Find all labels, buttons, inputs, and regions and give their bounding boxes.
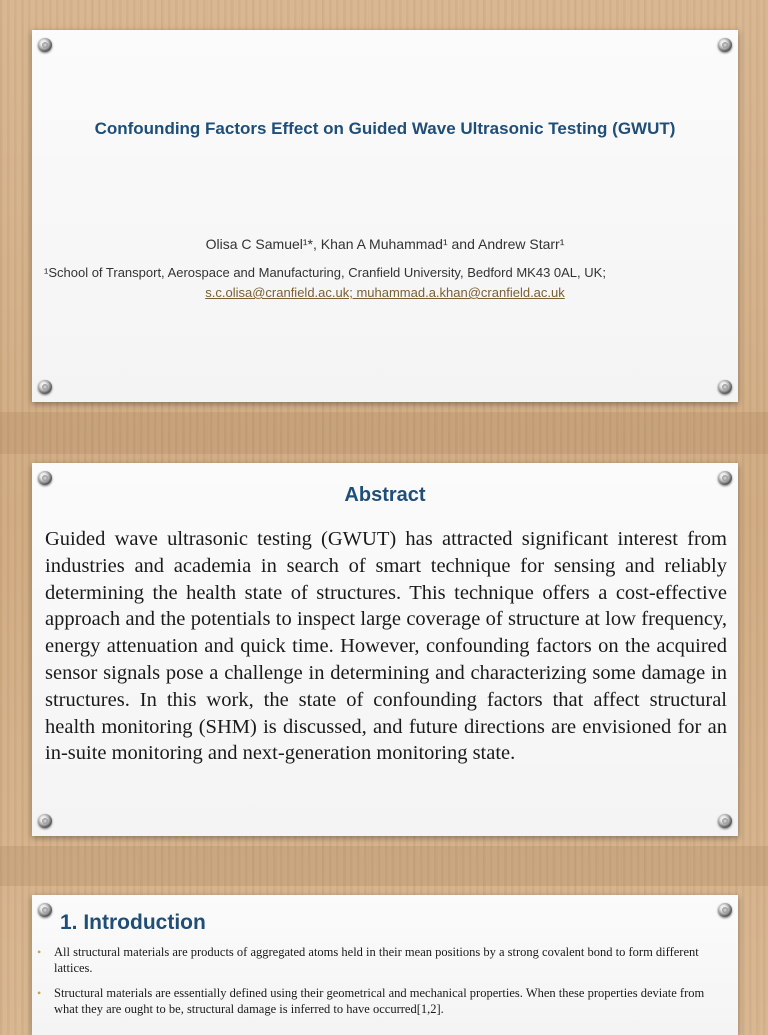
bullet-text: All structural materials are products of aggregated atoms held in their mean positions by a strong covalent bond to form different lattices. xyxy=(54,945,699,975)
pushpin-icon xyxy=(718,814,732,828)
email-links[interactable]: s.c.olisa@cranfield.ac.uk; muhammad.a.khan@cranfield.ac.uk xyxy=(205,285,565,300)
pushpin-icon xyxy=(38,471,52,485)
introduction-slide xyxy=(32,895,738,1035)
pushpin-icon xyxy=(38,380,52,394)
bullet-icon: • xyxy=(37,986,42,1000)
affiliation: ¹School of Transport, Aerospace and Manufacturing, Cranfield University, Bedford MK43 0AL, UK; xyxy=(44,265,606,280)
author-list: Olisa C Samuel¹*, Khan A Muhammad¹ and Andrew Starr¹ xyxy=(205,236,565,252)
pushpin-icon xyxy=(718,380,732,394)
abstract-heading: Abstract xyxy=(344,484,426,506)
bullet-text: Structural materials are essentially defined using their geometrical and mechanical properties. When these properties deviate from what they are ought to be, structural damage is inferred to have occurred[1,2]. xyxy=(54,986,705,1016)
pushpin-icon xyxy=(718,903,732,917)
pushpin-icon xyxy=(718,471,732,485)
wood-gap xyxy=(0,412,768,454)
pushpin-icon xyxy=(38,38,52,52)
pushpin-icon xyxy=(38,903,52,917)
pushpin-icon xyxy=(718,38,732,52)
list-item xyxy=(32,985,728,1017)
wood-gap xyxy=(0,846,768,886)
abstract-slide xyxy=(32,463,738,836)
abstract-text: Guided wave ultrasonic testing (GWUT) has attracted significant interest from industries and academia in search of smart technique for sensing and reliably determining the health state of structures. This technique offers a cost-effective approach and the potentials to inspect large coverage of structure at low frequency, energy attenuation and quick time. However, confounding factors on the acquired sensor signals pose a challenge in determining and characterizing some damage in structures. In this work, the state of confounding factors that affect structural health monitoring (SHM) is discussed, and future directions are envisioned for an in-suite monitoring and next-generation monitoring state. xyxy=(45,528,727,765)
pushpin-icon xyxy=(38,814,52,828)
paper-title: Confounding Factors Effect on Guided Wave Ultrasonic Testing (GWUT) xyxy=(94,119,676,138)
bullet-icon: • xyxy=(37,945,42,959)
introduction-bullet-list xyxy=(32,944,728,1026)
list-item xyxy=(32,944,728,976)
title-slide xyxy=(32,30,738,402)
introduction-heading: 1. Introduction xyxy=(60,911,206,934)
